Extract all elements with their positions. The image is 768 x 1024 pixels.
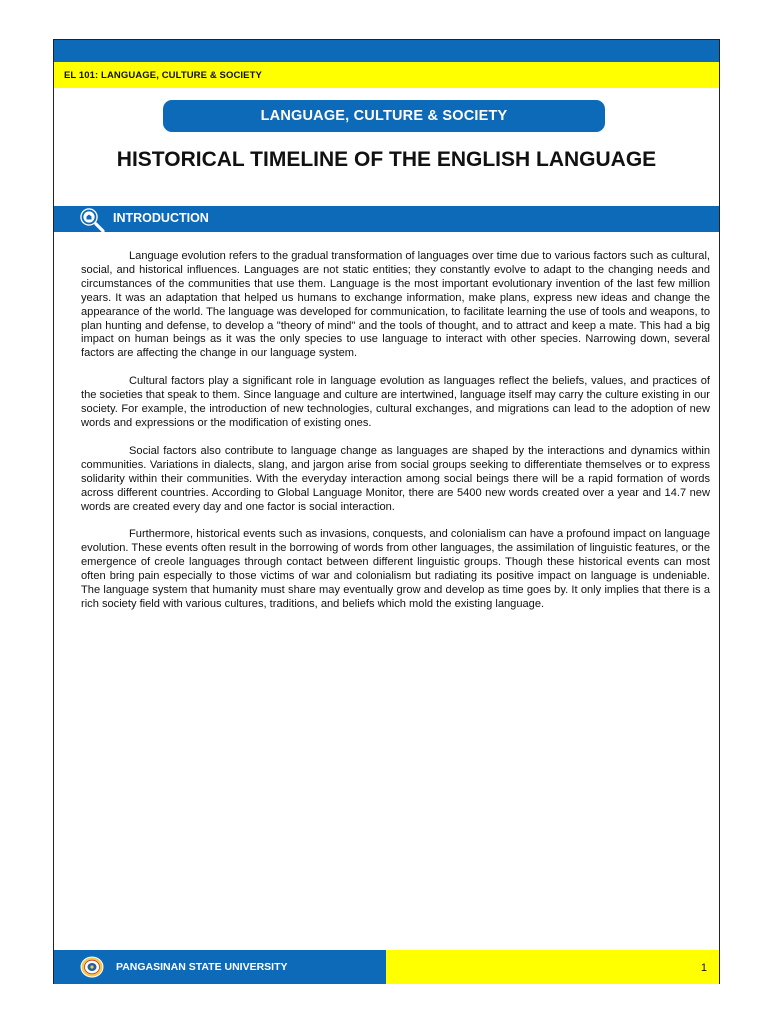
- page-number: 1: [700, 962, 707, 974]
- university-seal-icon: [80, 956, 104, 978]
- paragraph: Furthermore, historical events such as invasions, conquests, and colonialism can have a profound impact on language evolution. These events often result in the borrowing of words from other languages, the assimilation of linguistic features, or the emergence of creole languages through contact between different linguistic groups. Though these historical events can most often bring pain especially to those victims of war and colonialism but radiating its positive impact on language is undeniable. The language system that humanity must share may eventually grow and develop as time goes by. It only implies that there is a rich society field with various cultures, traditions, and beliefs which mold the existing language.: [81, 528, 710, 610]
- subject-banner: [163, 100, 605, 132]
- paragraph: Social factors also contribute to language change as languages are shaped by the interactions and dynamics within communities. Variations in dialects, slang, and jargon arise from social groups seeking to differentiate themselves or to express solidarity within their communities. With the everyday interaction among social beings there will be a rapid formation of words across different countries. According to Global Language Monitor, there are 5400 new words created over a year and 14.7 new words are created every day and one factor is social interaction.: [81, 444, 710, 513]
- page: [53, 39, 720, 984]
- footer-right-band: [386, 950, 719, 984]
- subject-title: LANGUAGE, CULTURE & SOCIETY: [260, 108, 508, 124]
- course-code: EL 101: LANGUAGE, CULTURE & SOCIETY: [64, 70, 262, 81]
- page-title: HISTORICAL TIMELINE OF THE ENGLISH LANGUAGE: [116, 148, 657, 171]
- header-course-band: [54, 62, 719, 88]
- paragraph: Cultural factors play a significant role in language evolution as languages reflect the beliefs, values, and practices of the societies that speak to them. Since language and culture are intertwined, language itself may carry the culture existing in our society. For example, the introduction of new technologies, cultural exchanges, and migrations can lead to the adoption of new words and expressions or the modification of existing ones.: [81, 375, 710, 429]
- header-top-band: [54, 40, 719, 62]
- body-text: [81, 250, 710, 626]
- paragraph: Language evolution refers to the gradual transformation of languages over time due to various factors such as cultural, social, and historical influences. Languages are not static entities; they constantly evolve to adapt to the changing needs and circumstances of the communities that use them. Language is the most important evolutionary invention of the last few million years. It was an adaptation that helped us humans to exchange information, make plans, express new ideas and change the appearance of the world. The language was developed for communication, to facilitate learning the use of tools and weapons, to plan hunting and defense, to develop a "theory of mind" and the tools of thought, and to attract and keep a mate. This had a big impact on human beings as it was the only species to use language to interact with other species. Narrowing down, several factors are affecting the change in our language system.: [81, 250, 710, 360]
- university-name: PANGASINAN STATE UNIVERSITY: [116, 961, 288, 973]
- section-label-introduction: INTRODUCTION: [113, 211, 209, 225]
- magnifier-icon: [76, 204, 106, 234]
